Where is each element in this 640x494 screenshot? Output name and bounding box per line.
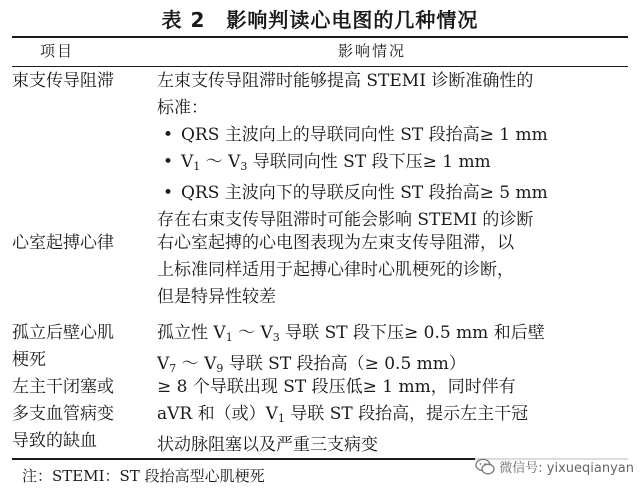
row-bundle-branch-block-effect bbox=[157, 68, 629, 234]
item-line: 梗死 bbox=[12, 350, 46, 370]
table-caption: 表 2 影响判读心电图的几种情况 bbox=[161, 8, 479, 32]
effect-line: ≥ 8 个导联出现 ST 段压低≥ 1 mm，同时伴有 bbox=[157, 377, 516, 397]
item-line: 多支血管病变 bbox=[12, 404, 114, 424]
bullet-icon: • bbox=[163, 183, 174, 203]
effect-line: $V_7$ ～ $V_9$ 导联 ST 段抬高（≥ 0.5 mm） bbox=[157, 354, 466, 375]
effect-line: 上标准同样适用于起搏心律时心肌梗死的诊断， bbox=[157, 260, 514, 280]
row-left-main-effect bbox=[157, 374, 629, 459]
header-rule bbox=[12, 66, 628, 67]
item-line: 左主干闭塞或 bbox=[12, 377, 114, 397]
header-effect: 影响情况 bbox=[338, 42, 407, 60]
row-bundle-branch-block-item bbox=[12, 68, 152, 95]
top-rule bbox=[12, 36, 628, 38]
effect-line: 存在右束支传导阻滞时可能会影响 STEMI 的诊断 bbox=[157, 210, 534, 230]
row-posterior-mi-effect bbox=[157, 320, 629, 382]
bullet-item: • $V_1$ ～ $V_3$ 导联同向性 ST 段下压≥ 1 mm bbox=[157, 149, 629, 180]
effect-line: aVR 和（或）$V_1$ 导联 ST 段抬高，提示左主干冠 bbox=[157, 404, 529, 425]
effect-line: 左束支传导阻滞时能够提高 STEMI 诊断准确性的 bbox=[157, 71, 534, 91]
effect-line: 右心室起搏的心电图表现为左束支传导阻滞，以 bbox=[157, 233, 514, 253]
effect-line: 孤立性 $V_1$ ～ $V_3$ 导联 ST 段下压≥ 0.5 mm 和后壁 bbox=[157, 323, 545, 344]
wechat-icon bbox=[475, 458, 495, 476]
item-line: 束支传导阻滞 bbox=[12, 71, 114, 91]
table-note: 注：STEMI：ST 段抬高型心肌梗死 bbox=[22, 467, 265, 485]
row-posterior-mi-item bbox=[12, 320, 152, 374]
watermark bbox=[475, 457, 634, 476]
row-left-main-item bbox=[12, 374, 152, 455]
item-line: 孤立后壁心肌 bbox=[12, 323, 114, 343]
bullet-icon: • bbox=[163, 152, 174, 172]
effect-line: 状动脉阻塞以及严重三支病变 bbox=[157, 435, 378, 455]
bullet-icon: • bbox=[163, 125, 174, 145]
bullet-item: • QRS 主波向下的导联反向性 ST 段抬高≥ 5 mm bbox=[157, 180, 629, 207]
row-pacing-rhythm-item bbox=[12, 230, 152, 257]
bullet-item: • QRS 主波向上的导联同向性 ST 段抬高≥ 1 mm bbox=[157, 122, 629, 149]
row-pacing-rhythm-effect bbox=[157, 230, 629, 311]
effect-line: 标准： bbox=[157, 98, 208, 118]
effect-line: 但是特异性较差 bbox=[157, 287, 276, 307]
watermark-text: 微信号: yixueqianyan bbox=[499, 461, 634, 476]
header-item: 项目 bbox=[40, 42, 75, 60]
item-line: 导致的缺血 bbox=[12, 431, 97, 451]
item-line: 心室起搏心律 bbox=[12, 233, 114, 253]
